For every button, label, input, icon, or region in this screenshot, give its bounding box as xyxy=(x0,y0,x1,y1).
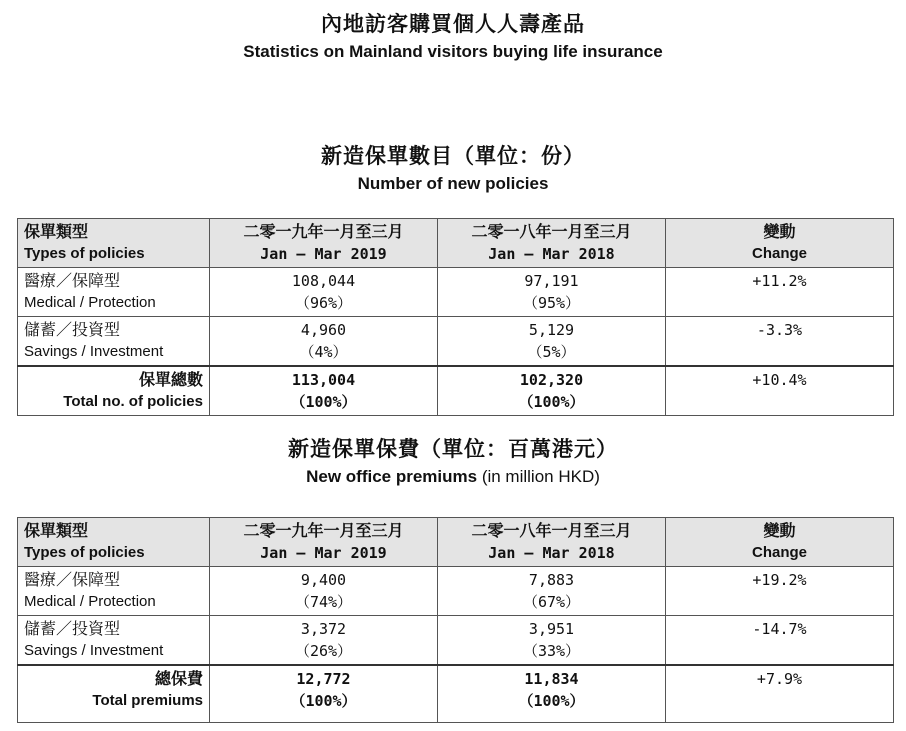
header-type-cell xyxy=(18,518,210,567)
row-type-cell xyxy=(18,268,210,317)
table-row xyxy=(18,317,894,367)
row-type-zh: 醫療／保障型 xyxy=(24,271,121,290)
row-2018-value: 7,883 xyxy=(528,571,575,589)
header-2018-cell xyxy=(438,219,666,268)
premiums-section-title xyxy=(0,433,906,487)
total-label-en: Total premiums xyxy=(92,692,203,709)
header-2019-cell xyxy=(210,518,438,567)
row-change-value: -14.7% xyxy=(752,620,807,638)
table-row xyxy=(18,567,894,616)
table-header-row xyxy=(18,518,894,567)
header-type-cell xyxy=(18,219,210,268)
row-type-en: Savings / Investment xyxy=(24,642,164,659)
policies-title-zh: 新造保單數目（單位：份） xyxy=(321,144,585,168)
header-change-en: Change xyxy=(751,245,807,262)
row-2019-share: （74%） xyxy=(294,593,353,611)
row-2018-cell xyxy=(438,616,666,666)
total-change-cell xyxy=(666,665,894,723)
total-2018-share: （100%） xyxy=(518,393,585,411)
row-2019-share: （26%） xyxy=(294,642,353,660)
row-2019-value: 108,044 xyxy=(291,272,356,290)
row-2019-share: （96%） xyxy=(294,294,353,312)
total-2018-cell xyxy=(438,366,666,416)
header-2018-zh: 二零一八年一月至三月 xyxy=(471,222,632,241)
row-2018-value: 97,191 xyxy=(524,272,579,290)
total-2018-value: 11,834 xyxy=(524,670,579,688)
header-type-en: Types of policies xyxy=(24,544,145,561)
row-2018-cell xyxy=(438,268,666,317)
row-type-en: Medical / Protection xyxy=(24,294,156,311)
total-2019-value: 113,004 xyxy=(291,371,356,389)
total-2019-cell xyxy=(210,665,438,723)
row-type-zh: 儲蓄／投資型 xyxy=(24,619,121,638)
row-2019-value: 4,960 xyxy=(300,321,347,339)
header-2019-en: Jan – Mar 2019 xyxy=(260,245,387,263)
row-type-en: Savings / Investment xyxy=(24,343,164,360)
header-2018-zh: 二零一八年一月至三月 xyxy=(471,521,632,540)
row-2019-cell xyxy=(210,616,438,666)
table-header-row xyxy=(18,219,894,268)
new-premiums-table xyxy=(17,517,894,723)
total-label-zh: 保單總數 xyxy=(138,370,203,389)
header-2019-zh: 二零一九年一月至三月 xyxy=(243,521,404,540)
row-change-cell xyxy=(666,317,894,367)
row-change-value: -3.3% xyxy=(756,321,803,339)
row-type-zh: 儲蓄／投資型 xyxy=(24,320,121,339)
row-2019-cell xyxy=(210,317,438,367)
total-change-value: +7.9% xyxy=(756,670,803,688)
row-type-zh: 醫療／保障型 xyxy=(24,570,121,589)
row-2019-value: 9,400 xyxy=(300,571,347,589)
row-2019-cell xyxy=(210,567,438,616)
policies-title-en: Number of new policies xyxy=(357,174,549,193)
header-2018-en: Jan – Mar 2018 xyxy=(488,245,615,263)
total-2018-share: （100%） xyxy=(518,692,585,710)
header-type-en: Types of policies xyxy=(24,245,145,262)
total-label-cell xyxy=(18,665,210,723)
row-type-en: Medical / Protection xyxy=(24,593,156,610)
total-2018-value: 102,320 xyxy=(519,371,584,389)
header-change-cell xyxy=(666,518,894,567)
table-row xyxy=(18,268,894,317)
new-policies-table xyxy=(17,218,894,416)
row-2018-share: （67%） xyxy=(522,593,581,611)
header-change-en: Change xyxy=(751,544,807,561)
row-type-cell xyxy=(18,567,210,616)
header-2019-en: Jan – Mar 2019 xyxy=(260,544,387,562)
total-label-cell xyxy=(18,366,210,416)
header-change-zh: 變動 xyxy=(763,222,796,241)
policies-section-title xyxy=(0,140,906,194)
row-2019-cell xyxy=(210,268,438,317)
total-2019-cell xyxy=(210,366,438,416)
document-title xyxy=(0,8,906,62)
header-change-zh: 變動 xyxy=(763,521,796,540)
header-change-cell xyxy=(666,219,894,268)
total-2018-cell xyxy=(438,665,666,723)
row-change-cell xyxy=(666,616,894,666)
total-change-value: +10.4% xyxy=(752,371,807,389)
header-2019-cell xyxy=(210,219,438,268)
row-change-cell xyxy=(666,567,894,616)
row-type-cell xyxy=(18,317,210,367)
total-label-zh: 總保費 xyxy=(154,669,203,688)
document-title-en: Statistics on Mainland visitors buying life insurance xyxy=(243,42,663,61)
header-type-zh: 保單類型 xyxy=(24,222,89,241)
row-change-value: +19.2% xyxy=(752,571,807,589)
header-2018-cell xyxy=(438,518,666,567)
row-2018-value: 3,951 xyxy=(528,620,575,638)
premiums-title-en xyxy=(0,467,906,487)
row-2019-value: 3,372 xyxy=(300,620,347,638)
table-row xyxy=(18,616,894,666)
row-2018-share: （33%） xyxy=(522,642,581,660)
total-label-en: Total no. of policies xyxy=(63,393,203,410)
row-type-cell xyxy=(18,616,210,666)
row-2019-share: （4%） xyxy=(299,343,348,361)
total-2019-share: （100%） xyxy=(290,393,357,411)
header-type-zh: 保單類型 xyxy=(24,521,89,540)
premiums-title-zh: 新造保單保費（單位：百萬港元） xyxy=(288,437,618,461)
row-2018-share: （95%） xyxy=(522,294,581,312)
row-2018-cell xyxy=(438,567,666,616)
total-2019-share: （100%） xyxy=(290,692,357,710)
header-2018-en: Jan – Mar 2018 xyxy=(488,544,615,562)
total-2019-value: 12,772 xyxy=(296,670,351,688)
premiums-title-en-bold: New office premiums xyxy=(306,467,478,486)
row-change-value: +11.2% xyxy=(752,272,807,290)
total-row xyxy=(18,665,894,723)
premiums-title-en-unit: (in million HKD) xyxy=(477,467,600,486)
row-2018-share: （5%） xyxy=(527,343,576,361)
row-change-cell xyxy=(666,268,894,317)
row-2018-value: 5,129 xyxy=(528,321,575,339)
header-2019-zh: 二零一九年一月至三月 xyxy=(243,222,404,241)
row-2018-cell xyxy=(438,317,666,367)
total-row xyxy=(18,366,894,416)
total-change-cell xyxy=(666,366,894,416)
document-title-zh: 內地訪客購買個人人壽產品 xyxy=(321,12,585,36)
